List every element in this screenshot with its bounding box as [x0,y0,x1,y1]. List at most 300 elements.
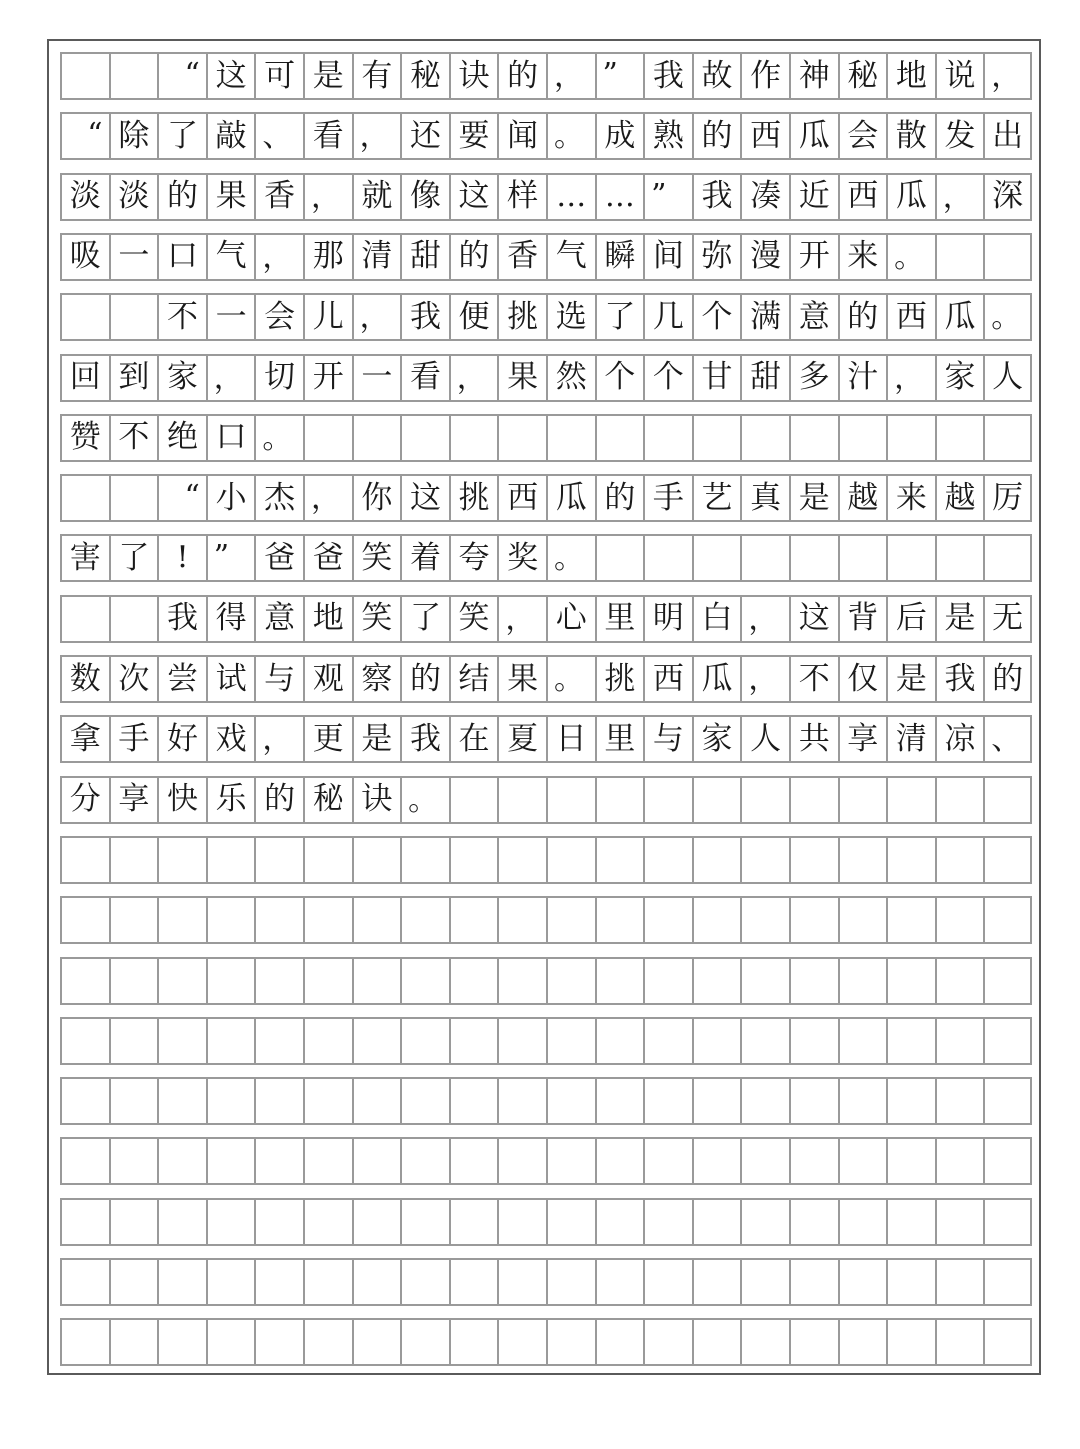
grid-cell: ， [740,655,789,703]
grid-cell [546,1198,595,1246]
grid-cell [789,414,838,462]
grid-cell: 。 [546,655,595,703]
text-row [60,595,1032,643]
grid-cell [935,1137,984,1185]
grid-cell: 笑 [449,595,498,643]
grid-cell: ， [497,595,546,643]
grid-cell [935,1318,984,1366]
grid-cell [740,1137,789,1185]
grid-cell: 的 [983,655,1032,703]
grid-cell: 的 [400,655,449,703]
grid-cell [449,1077,498,1125]
grid-cell [886,776,935,824]
grid-cell: 儿 [303,293,352,341]
grid-cell [838,1137,887,1185]
grid-cell: 这 [400,474,449,522]
grid-cell [60,474,109,522]
grid-cell [983,1137,1032,1185]
grid-cell [497,776,546,824]
grid-cell [400,414,449,462]
grid-cell: 奖 [497,534,546,582]
grid-cell: ， [206,354,255,402]
grid-cell [643,1017,692,1065]
empty-row [60,1258,1032,1306]
grid-cell: 香 [254,173,303,221]
grid-cell: 观 [303,655,352,703]
grid-cell: 凑 [740,173,789,221]
grid-cell: ， [352,112,401,160]
grid-cell: 近 [789,173,838,221]
grid-cell [400,836,449,884]
grid-cell [595,776,644,824]
grid-cell: 越 [838,474,887,522]
grid-cell: 了 [400,595,449,643]
grid-cell [886,1077,935,1125]
grid-cell: 里 [595,715,644,763]
grid-cell: 心 [546,595,595,643]
grid-cell: 你 [352,474,401,522]
grid-cell: 除 [109,112,158,160]
grid-cell [935,1017,984,1065]
grid-cell: 像 [400,173,449,221]
grid-cell [352,1318,401,1366]
grid-cell [254,1258,303,1306]
grid-cell: 甜 [740,354,789,402]
grid-cell [692,1137,741,1185]
grid-cell: 一 [109,233,158,281]
grid-cell: 察 [352,655,401,703]
grid-cell: 我 [935,655,984,703]
grid-cell: 发 [935,112,984,160]
grid-cell [352,1137,401,1185]
grid-cell: 了 [595,293,644,341]
grid-cell [157,1198,206,1246]
grid-cell: 秘 [303,776,352,824]
text-row [60,414,1032,462]
grid-cell: 在 [449,715,498,763]
grid-cell [352,1017,401,1065]
grid-cell: 的 [157,173,206,221]
grid-cell: 地 [303,595,352,643]
grid-cell [303,1077,352,1125]
grid-cell: 试 [206,655,255,703]
empty-row [60,1077,1032,1125]
grid-cell: 。 [983,293,1032,341]
grid-cell: 。 [546,112,595,160]
text-row [60,173,1032,221]
grid-cell: 艺 [692,474,741,522]
grid-cell: ， [254,715,303,763]
grid-cell [60,595,109,643]
grid-cell [400,896,449,944]
grid-cell: 西 [740,112,789,160]
grid-cell [109,293,158,341]
grid-cell: 戏 [206,715,255,763]
grid-cell [254,1077,303,1125]
grid-cell: 害 [60,534,109,582]
grid-cell [692,1258,741,1306]
grid-cell: 厉 [983,474,1032,522]
grid-cell [692,1318,741,1366]
grid-cell [983,836,1032,884]
grid-cell [740,1198,789,1246]
grid-cell: 数 [60,655,109,703]
grid-cell: 秘 [400,52,449,100]
grid-cell [740,957,789,1005]
text-row [60,52,1032,100]
grid-cell: 清 [352,233,401,281]
grid-cell [546,957,595,1005]
grid-cell [60,1017,109,1065]
grid-cell: 西 [643,655,692,703]
grid-cell: ， [546,52,595,100]
grid-cell: 与 [643,715,692,763]
grid-cell [546,1137,595,1185]
grid-cell: 结 [449,655,498,703]
grid-cell [206,896,255,944]
grid-cell: 就 [352,173,401,221]
grid-cell: 与 [254,655,303,703]
grid-cell [595,1198,644,1246]
grid-cell: 这 [206,52,255,100]
grid-cell [740,1318,789,1366]
grid-cell: 个 [643,354,692,402]
grid-cell: 敲 [206,112,255,160]
grid-cell: 。 [254,414,303,462]
grid-cell [157,1258,206,1306]
grid-cell: 小 [206,474,255,522]
text-row [60,655,1032,703]
grid-cell: 神 [789,52,838,100]
grid-cell: 杰 [254,474,303,522]
grid-cell [935,414,984,462]
grid-cell: 这 [449,173,498,221]
grid-cell: 还 [400,112,449,160]
empty-row [60,896,1032,944]
grid-cell: 意 [789,293,838,341]
grid-cell: 选 [546,293,595,341]
grid-cell [983,414,1032,462]
grid-cell [206,1137,255,1185]
grid-cell [303,1318,352,1366]
composition-paper [47,39,1041,1375]
grid-cell [789,1318,838,1366]
grid-cell [546,1017,595,1065]
grid-cell: … [595,173,644,221]
grid-cell: 西 [497,474,546,522]
grid-cell: 共 [789,715,838,763]
grid-cell [400,1137,449,1185]
grid-cell: 来 [886,474,935,522]
empty-row [60,836,1032,884]
grid-cell [643,1258,692,1306]
grid-cell [886,414,935,462]
grid-cell: 。 [546,534,595,582]
grid-cell [303,836,352,884]
grid-cell: 挑 [449,474,498,522]
grid-cell: 这 [789,595,838,643]
grid-cell: 夸 [449,534,498,582]
grid-cell [595,414,644,462]
grid-cell: 吸 [60,233,109,281]
grid-cell [157,836,206,884]
grid-cell [60,1077,109,1125]
grid-cell: ， [935,173,984,221]
grid-cell: 甘 [692,354,741,402]
grid-cell: 分 [60,776,109,824]
grid-cell [303,957,352,1005]
grid-cell: 了 [157,112,206,160]
grid-cell [886,1198,935,1246]
grid-cell: 夏 [497,715,546,763]
grid-cell [983,534,1032,582]
grid-cell [740,1258,789,1306]
grid-cell [449,1017,498,1065]
grid-cell: 我 [400,293,449,341]
grid-cell [60,1137,109,1185]
grid-cell: 绝 [157,414,206,462]
grid-cell: 来 [838,233,887,281]
grid-cell [643,534,692,582]
grid-cell: 得 [206,595,255,643]
grid-cell: 成 [595,112,644,160]
grid-cell: 背 [838,595,887,643]
grid-cell [838,896,887,944]
grid-cell [109,474,158,522]
grid-cell [595,1258,644,1306]
grid-cell: 人 [740,715,789,763]
grid-cell: 我 [157,595,206,643]
grid-cell: 家 [157,354,206,402]
grid-cell [838,1077,887,1125]
grid-cell: 凉 [935,715,984,763]
grid-cell: 漫 [740,233,789,281]
grid-cell: 果 [497,655,546,703]
grid-cell [206,836,255,884]
grid-cell [935,1198,984,1246]
grid-cell: 赞 [60,414,109,462]
grid-cell [157,957,206,1005]
grid-cell [789,1258,838,1306]
grid-cell [352,957,401,1005]
grid-cell: 气 [206,233,255,281]
grid-cell [838,957,887,1005]
grid-cell: ， [740,595,789,643]
grid-cell [935,1258,984,1306]
grid-cell: ” [643,173,692,221]
grid-cell: 不 [157,293,206,341]
grid-cell [497,836,546,884]
grid-cell [983,1077,1032,1125]
grid-cell [303,1017,352,1065]
grid-cell [497,1137,546,1185]
grid-cell [497,414,546,462]
grid-cell: 好 [157,715,206,763]
grid-cell [497,1077,546,1125]
grid-cell [643,1198,692,1246]
grid-cell [935,233,984,281]
grid-cell: 故 [692,52,741,100]
grid-cell [109,836,158,884]
grid-cell: 后 [886,595,935,643]
grid-cell [643,896,692,944]
grid-cell [740,776,789,824]
grid-cell: 爸 [254,534,303,582]
grid-cell [983,896,1032,944]
grid-cell: 挑 [595,655,644,703]
empty-row [60,957,1032,1005]
grid-cell: ， [352,293,401,341]
grid-cell: 、 [254,112,303,160]
grid-cell: 人 [983,354,1032,402]
grid-cell [254,957,303,1005]
grid-cell [595,1077,644,1125]
text-row [60,534,1032,582]
grid-cell: “ [157,52,206,100]
grid-cell [303,896,352,944]
grid-cell [303,414,352,462]
grid-cell: 果 [206,173,255,221]
grid-cell [449,776,498,824]
grid-cell [838,1198,887,1246]
grid-cell [643,836,692,884]
grid-cell: 便 [449,293,498,341]
grid-cell: 白 [692,595,741,643]
grid-cell: 真 [740,474,789,522]
grid-cell [740,896,789,944]
grid-cell: 笑 [352,595,401,643]
grid-cell [983,1258,1032,1306]
text-row [60,293,1032,341]
grid-cell: 的 [449,233,498,281]
grid-cell: 瓜 [886,173,935,221]
grid-cell [886,1258,935,1306]
grid-cell: ， [886,354,935,402]
grid-cell [838,1258,887,1306]
grid-cell [449,1318,498,1366]
grid-cell: 的 [497,52,546,100]
grid-cell [595,1137,644,1185]
grid-cell: 出 [983,112,1032,160]
grid-cell [109,957,158,1005]
grid-cell: 诀 [449,52,498,100]
empty-row [60,1137,1032,1185]
grid-cell [303,1137,352,1185]
grid-cell [109,52,158,100]
grid-cell [352,1198,401,1246]
grid-cell: 不 [109,414,158,462]
grid-cell: 汁 [838,354,887,402]
grid-cell: 是 [886,655,935,703]
grid-cell [109,1077,158,1125]
grid-cell: 会 [254,293,303,341]
grid-cell: 享 [109,776,158,824]
grid-cell: 不 [789,655,838,703]
grid-cell: 次 [109,655,158,703]
grid-cell [789,1137,838,1185]
grid-cell [352,836,401,884]
grid-cell [157,1137,206,1185]
grid-cell [595,836,644,884]
grid-cell: 西 [838,173,887,221]
text-row [60,474,1032,522]
grid-cell: 看 [400,354,449,402]
grid-cell: 说 [935,52,984,100]
grid-cell [692,957,741,1005]
grid-cell [303,1198,352,1246]
grid-cell [60,957,109,1005]
grid-cell: 的 [254,776,303,824]
grid-cell [157,896,206,944]
grid-cell [449,896,498,944]
grid-cell: 一 [352,354,401,402]
grid-cell: ， [303,173,352,221]
grid-cell [449,836,498,884]
grid-cell: 、 [983,715,1032,763]
grid-cell: 享 [838,715,887,763]
grid-cell [692,776,741,824]
grid-cell [109,1017,158,1065]
grid-cell: 越 [935,474,984,522]
grid-cell [740,836,789,884]
grid-cell: 挑 [497,293,546,341]
grid-cell [886,1137,935,1185]
grid-cell: 间 [643,233,692,281]
grid-cell [352,414,401,462]
grid-cell: 笑 [352,534,401,582]
grid-cell: 作 [740,52,789,100]
grid-cell [449,957,498,1005]
text-row [60,776,1032,824]
grid-cell [935,957,984,1005]
grid-cell [740,1017,789,1065]
grid-cell [254,1137,303,1185]
grid-cell: 看 [303,112,352,160]
grid-cell [935,1077,984,1125]
grid-cell: 然 [546,354,595,402]
grid-cell: 我 [643,52,692,100]
grid-cell [303,1258,352,1306]
grid-cell: ， [983,52,1032,100]
grid-cell [400,1198,449,1246]
grid-cell: 开 [303,354,352,402]
grid-cell: 满 [740,293,789,341]
grid-cell [449,414,498,462]
grid-cell: ， [303,474,352,522]
grid-cell: 个 [692,293,741,341]
grid-cell [157,1017,206,1065]
grid-cell [60,1198,109,1246]
grid-cell [206,1318,255,1366]
grid-cell [643,1318,692,1366]
grid-cell: 那 [303,233,352,281]
grid-cell: 西 [886,293,935,341]
grid-cell [643,1077,692,1125]
grid-cell: 。 [400,776,449,824]
grid-cell [400,1318,449,1366]
grid-cell: 是 [303,52,352,100]
grid-cell [400,1258,449,1306]
grid-cell: 香 [497,233,546,281]
grid-cell [838,1318,887,1366]
grid-cell [789,957,838,1005]
grid-cell: 着 [400,534,449,582]
grid-cell [983,957,1032,1005]
grid-cell [983,776,1032,824]
grid-cell [983,1318,1032,1366]
grid-cell: 。 [886,233,935,281]
grid-cell: 是 [789,474,838,522]
